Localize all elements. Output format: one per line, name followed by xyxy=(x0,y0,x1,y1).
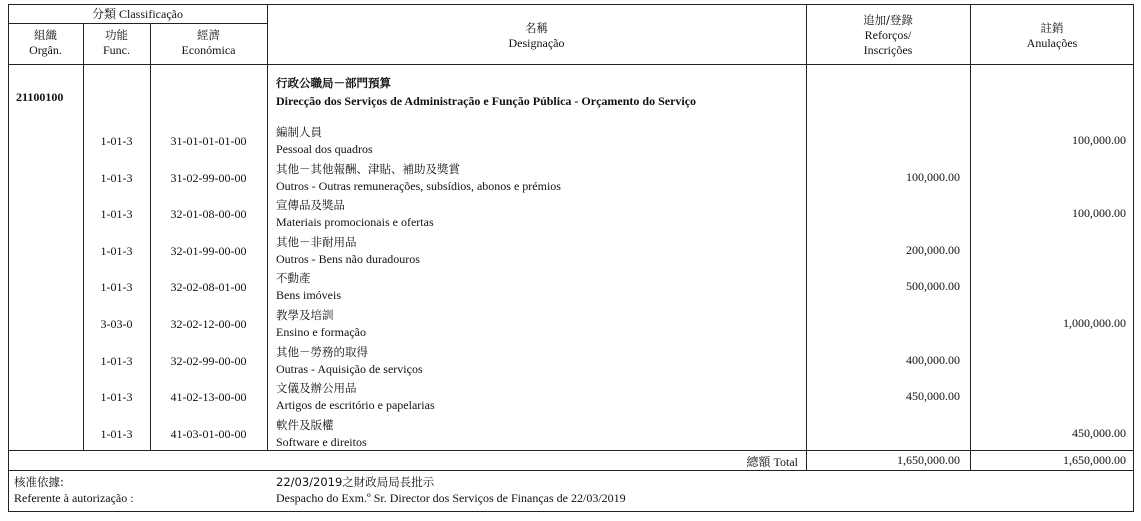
budget-sheet xyxy=(8,4,1134,512)
row-econ: 31-02-99-00-00 xyxy=(170,170,247,185)
entity-name-zh: 行政公職局－部門預算 xyxy=(276,76,391,90)
row-designation-zh: 不動產 xyxy=(276,271,311,286)
total-label: 總額 Total xyxy=(746,455,798,469)
row-func: 3-03-0 xyxy=(100,317,133,331)
rule-organ xyxy=(83,23,84,450)
row-designation-zh: 其他－勞務的取得 xyxy=(276,344,368,359)
row-econ: 41-03-01-00-00 xyxy=(170,426,247,441)
entity-code: 21100100 xyxy=(16,90,64,104)
row-econ: 32-02-08-01-00 xyxy=(170,280,247,295)
row-designation-pt: Outros - Bens não duradouros xyxy=(276,251,420,266)
row-func: 1-01-3 xyxy=(100,353,133,368)
row-designation-pt: Pessoal dos quadros xyxy=(276,142,373,156)
rule-bottom xyxy=(8,511,1134,512)
row-func: 1-01-3 xyxy=(100,280,133,295)
row-econ: 41-02-13-00-00 xyxy=(170,390,247,405)
reforco-header-pt1: Reforços/ xyxy=(864,28,912,42)
rule-total-bottom xyxy=(8,470,1134,471)
designation-header xyxy=(267,21,806,51)
authorization-text-zh: 22/03/2019之財政局局長批示 xyxy=(276,475,435,489)
authorization-label-pt: Referente à autorização : xyxy=(14,491,134,505)
row-designation-pt: Outras - Aquisição de serviços xyxy=(276,361,423,376)
rule-body-bottom xyxy=(8,450,1134,451)
authorization-label-zh: 核准依據: xyxy=(14,475,64,489)
reforco-header-pt2: Inscrições xyxy=(863,43,913,57)
row-designation-zh: 教學及培訓 xyxy=(276,308,334,322)
row-designation-zh: 宣傳品及獎品 xyxy=(276,198,345,213)
row-func: 1-01-3 xyxy=(100,134,133,148)
row-designation-zh: 文儀及辦公用品 xyxy=(276,381,357,396)
row-reforco: 500,000.00 xyxy=(906,279,960,294)
designation-header-zh: 名稱 xyxy=(525,21,548,35)
rule-reforco xyxy=(970,4,971,471)
row-anulacao: 450,000.00 xyxy=(1072,425,1126,440)
row-designation-zh: 其他－其他報酬、津貼、補助及獎賞 xyxy=(276,161,460,176)
reforco-header xyxy=(806,13,970,58)
row-econ: 32-01-99-00-00 xyxy=(170,243,247,258)
row-designation-pt: Ensino e formação xyxy=(276,325,366,339)
row-econ: 32-02-12-00-00 xyxy=(170,317,247,331)
row-econ: 32-02-99-00-00 xyxy=(170,353,247,368)
row-econ: 31-01-01-01-00 xyxy=(170,134,247,148)
anulacao-header-pt: Anulações xyxy=(1026,36,1078,50)
row-func: 1-01-3 xyxy=(100,170,133,185)
row-designation-zh: 其他－非耐用品 xyxy=(276,234,357,249)
row-designation-pt: Bens imóveis xyxy=(276,288,341,303)
row-designation-pt: Outros - Outras remunerações, subsídios, abonos e prémios xyxy=(276,178,561,193)
row-reforco: 400,000.00 xyxy=(906,352,960,367)
func-header-pt: Func. xyxy=(103,43,130,57)
row-econ: 32-01-08-00-00 xyxy=(170,207,247,222)
rule-classification xyxy=(8,23,267,24)
row-designation-zh: 軟件及版權 xyxy=(276,417,334,432)
row-designation-pt: Software e direitos xyxy=(276,434,367,449)
total-reforco: 1,650,000.00 xyxy=(897,453,960,467)
row-anulacao: 100,000.00 xyxy=(1072,206,1126,221)
row-reforco: 100,000.00 xyxy=(906,169,960,184)
row-designation-zh: 編制人員 xyxy=(276,125,322,139)
total-anulacao: 1,650,000.00 xyxy=(1063,453,1126,467)
row-designation-pt: Materiais promocionais e ofertas xyxy=(276,215,434,230)
organ-header-zh: 組織 xyxy=(34,28,57,42)
econ-header-zh: 經濟 xyxy=(197,28,220,42)
row-designation-pt: Artigos de escritório e papelarias xyxy=(276,398,435,413)
row-func: 1-01-3 xyxy=(100,390,133,405)
row-anulacao: 100,000.00 xyxy=(1072,133,1126,147)
row-func: 1-01-3 xyxy=(100,243,133,258)
classification-header: 分類 Classificação xyxy=(92,7,183,21)
organ-header-pt: Orgân. xyxy=(29,43,62,57)
row-func: 1-01-3 xyxy=(100,426,133,441)
authorization-text-pt: Despacho do Exm.º Sr. Director dos Serviços de Finanças de 22/03/2019 xyxy=(276,491,626,505)
econ-header-pt: Económica xyxy=(181,43,236,57)
row-anulacao: 1,000,000.00 xyxy=(1063,316,1126,330)
rule-econ xyxy=(267,4,268,450)
anulacao-header-zh: 註銷 xyxy=(1040,21,1064,35)
rule-top xyxy=(8,4,1134,5)
func-header xyxy=(83,28,150,58)
rule-header-bottom xyxy=(8,64,1134,65)
organ-header xyxy=(8,28,83,58)
row-reforco: 200,000.00 xyxy=(906,242,960,257)
row-func: 1-01-3 xyxy=(100,207,133,222)
rule-func xyxy=(150,23,151,450)
reforco-header-zh: 追加/登錄 xyxy=(863,13,913,27)
entity-name-pt: Direcção dos Serviços de Administração e Função Pública - Orçamento do Serviço xyxy=(276,94,697,108)
row-reforco: 450,000.00 xyxy=(906,389,960,404)
rule-left xyxy=(8,4,9,512)
func-header-zh: 功能 xyxy=(105,28,128,42)
econ-header xyxy=(150,28,267,58)
designation-header-pt: Designação xyxy=(508,36,565,50)
rule-right xyxy=(1133,4,1134,512)
anulacao-header xyxy=(970,21,1134,51)
